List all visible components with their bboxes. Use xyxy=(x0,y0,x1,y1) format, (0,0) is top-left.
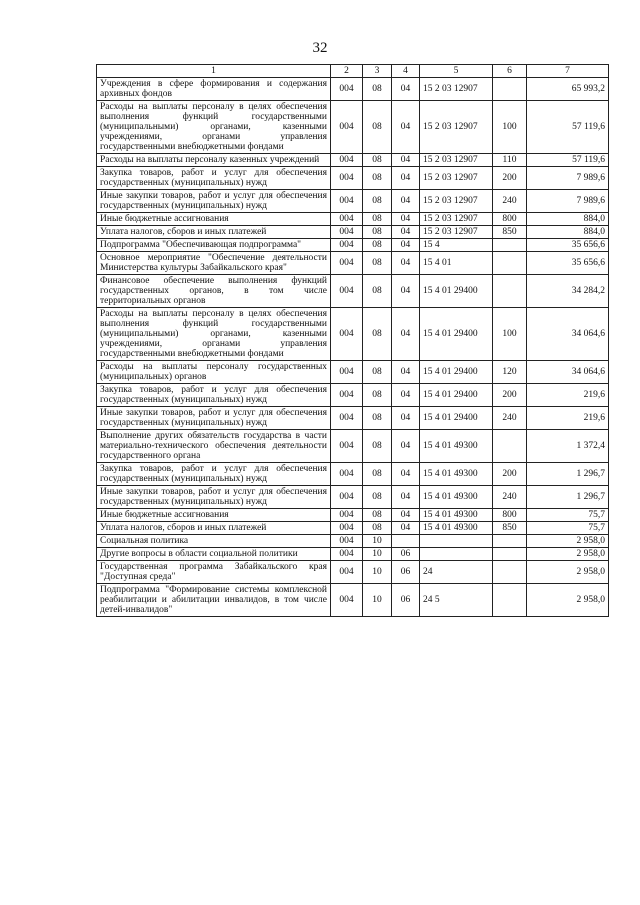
row-col4: 04 xyxy=(392,154,420,167)
row-expense-type xyxy=(493,275,527,308)
row-target-code: 15 4 01 29400 xyxy=(420,275,493,308)
row-expense-type: 200 xyxy=(493,167,527,190)
row-target-code xyxy=(420,548,493,561)
row-name: Подпрограмма "Обеспечивающая подпрограмма" xyxy=(97,239,331,252)
row-target-code: 15 4 01 xyxy=(420,252,493,275)
row-amount: 34 064,6 xyxy=(527,361,609,384)
row-expense-type: 800 xyxy=(493,213,527,226)
row-col4 xyxy=(392,535,420,548)
row-col3: 08 xyxy=(363,239,392,252)
row-col3: 08 xyxy=(363,463,392,486)
row-name: Расходы на выплаты персоналу казенных учреждений xyxy=(97,154,331,167)
row-expense-type: 200 xyxy=(493,463,527,486)
row-col4: 04 xyxy=(392,213,420,226)
table-row xyxy=(97,561,609,584)
row-target-code xyxy=(420,535,493,548)
row-col2: 004 xyxy=(331,190,363,213)
row-name: Другие вопросы в области социальной политики xyxy=(97,548,331,561)
row-col4: 04 xyxy=(392,486,420,509)
row-col4: 06 xyxy=(392,561,420,584)
row-col2: 004 xyxy=(331,430,363,463)
table-row xyxy=(97,584,609,617)
row-col3: 08 xyxy=(363,407,392,430)
row-col2: 004 xyxy=(331,275,363,308)
column-header: 6 xyxy=(493,65,527,78)
row-amount: 1 372,4 xyxy=(527,430,609,463)
row-name: Закупка товаров, работ и услуг для обеспечения государственных (муниципальных) нужд xyxy=(97,463,331,486)
row-col3: 08 xyxy=(363,509,392,522)
row-col2: 004 xyxy=(331,239,363,252)
row-col2: 004 xyxy=(331,308,363,361)
table-row xyxy=(97,509,609,522)
row-amount: 34 064,6 xyxy=(527,308,609,361)
row-target-code: 15 4 xyxy=(420,239,493,252)
row-col2: 004 xyxy=(331,167,363,190)
row-target-code: 15 2 03 12907 xyxy=(420,154,493,167)
row-col2: 004 xyxy=(331,226,363,239)
row-col4: 04 xyxy=(392,509,420,522)
row-col4: 04 xyxy=(392,275,420,308)
row-amount: 35 656,6 xyxy=(527,252,609,275)
row-expense-type: 240 xyxy=(493,486,527,509)
row-amount: 2 958,0 xyxy=(527,548,609,561)
row-expense-type: 100 xyxy=(493,308,527,361)
row-expense-type: 800 xyxy=(493,509,527,522)
row-col3: 08 xyxy=(363,522,392,535)
row-col2: 004 xyxy=(331,548,363,561)
column-header: 2 xyxy=(331,65,363,78)
table-row xyxy=(97,308,609,361)
row-amount: 1 296,7 xyxy=(527,463,609,486)
row-col4: 06 xyxy=(392,584,420,617)
row-amount: 35 656,6 xyxy=(527,239,609,252)
row-col2: 004 xyxy=(331,535,363,548)
row-col4: 04 xyxy=(392,239,420,252)
column-header: 1 xyxy=(97,65,331,78)
row-name: Расходы на выплаты персоналу в целях обеспечения выполнения функций государственными (муниципальными) органами, казенными учреждениями, органами управления государственными внебюджетными фондами xyxy=(97,101,331,154)
row-expense-type: 100 xyxy=(493,101,527,154)
page-number: 32 xyxy=(312,40,328,56)
table-row xyxy=(97,154,609,167)
row-target-code: 15 2 03 12907 xyxy=(420,190,493,213)
row-target-code: 15 4 01 49300 xyxy=(420,522,493,535)
row-col2: 004 xyxy=(331,78,363,101)
row-col4: 04 xyxy=(392,430,420,463)
row-col4: 04 xyxy=(392,190,420,213)
table-row xyxy=(97,167,609,190)
row-col3: 08 xyxy=(363,384,392,407)
row-col3: 08 xyxy=(363,190,392,213)
row-amount: 75,7 xyxy=(527,509,609,522)
table-row xyxy=(97,535,609,548)
row-name: Иные закупки товаров, работ и услуг для обеспечения государственных (муниципальных) нужд xyxy=(97,486,331,509)
row-target-code: 24 5 xyxy=(420,584,493,617)
row-col3: 08 xyxy=(363,275,392,308)
column-header: 3 xyxy=(363,65,392,78)
row-col4: 04 xyxy=(392,361,420,384)
table-row xyxy=(97,78,609,101)
row-col3: 08 xyxy=(363,430,392,463)
row-target-code: 15 4 01 49300 xyxy=(420,430,493,463)
row-name: Государственная программа Забайкальского края "Доступная среда" xyxy=(97,561,331,584)
row-amount: 2 958,0 xyxy=(527,584,609,617)
table-row xyxy=(97,239,609,252)
row-col2: 004 xyxy=(331,486,363,509)
row-amount: 219,6 xyxy=(527,407,609,430)
row-col3: 08 xyxy=(363,361,392,384)
row-name: Выполнение других обязательств государства в части материально-технического обеспечения деятельности государственного органа xyxy=(97,430,331,463)
row-expense-type: 240 xyxy=(493,407,527,430)
row-expense-type: 850 xyxy=(493,226,527,239)
row-amount: 884,0 xyxy=(527,226,609,239)
row-col4: 04 xyxy=(392,167,420,190)
row-col2: 004 xyxy=(331,522,363,535)
row-expense-type xyxy=(493,239,527,252)
row-amount: 1 296,7 xyxy=(527,486,609,509)
row-target-code: 15 4 01 29400 xyxy=(420,384,493,407)
row-target-code: 15 2 03 12907 xyxy=(420,167,493,190)
budget-table xyxy=(96,64,609,617)
row-amount: 219,6 xyxy=(527,384,609,407)
row-col3: 08 xyxy=(363,308,392,361)
row-name: Расходы на выплаты персоналу государственных (муниципальных) органов xyxy=(97,361,331,384)
row-expense-type: 850 xyxy=(493,522,527,535)
row-expense-type xyxy=(493,430,527,463)
row-amount: 2 958,0 xyxy=(527,561,609,584)
row-expense-type xyxy=(493,548,527,561)
row-col3: 08 xyxy=(363,252,392,275)
row-col4: 04 xyxy=(392,407,420,430)
row-col4: 04 xyxy=(392,252,420,275)
row-col4: 04 xyxy=(392,226,420,239)
table-row xyxy=(97,407,609,430)
table-row xyxy=(97,548,609,561)
row-target-code: 15 2 03 12907 xyxy=(420,101,493,154)
row-col4: 06 xyxy=(392,548,420,561)
row-name: Финансовое обеспечение выполнения функций государственных органов, в том числе территориальных органов xyxy=(97,275,331,308)
row-amount: 75,7 xyxy=(527,522,609,535)
row-col4: 04 xyxy=(392,78,420,101)
row-target-code: 15 4 01 29400 xyxy=(420,407,493,430)
row-name: Иные закупки товаров, работ и услуг для обеспечения государственных (муниципальных) нужд xyxy=(97,190,331,213)
row-col3: 08 xyxy=(363,213,392,226)
row-name: Иные закупки товаров, работ и услуг для обеспечения государственных (муниципальных) нужд xyxy=(97,407,331,430)
column-header: 5 xyxy=(420,65,493,78)
row-amount: 57 119,6 xyxy=(527,101,609,154)
row-col2: 004 xyxy=(331,252,363,275)
row-col2: 004 xyxy=(331,407,363,430)
row-target-code: 15 4 01 49300 xyxy=(420,463,493,486)
row-target-code: 24 xyxy=(420,561,493,584)
table-row xyxy=(97,522,609,535)
row-amount: 7 989,6 xyxy=(527,190,609,213)
row-col3: 08 xyxy=(363,486,392,509)
table-row xyxy=(97,226,609,239)
table-row xyxy=(97,430,609,463)
row-expense-type xyxy=(493,252,527,275)
row-col2: 004 xyxy=(331,584,363,617)
row-amount: 2 958,0 xyxy=(527,535,609,548)
row-col2: 004 xyxy=(331,213,363,226)
row-name: Уплата налогов, сборов и иных платежей xyxy=(97,522,331,535)
row-expense-type xyxy=(493,78,527,101)
row-name: Иные бюджетные ассигнования xyxy=(97,509,331,522)
row-col4: 04 xyxy=(392,384,420,407)
row-name: Уплата налогов, сборов и иных платежей xyxy=(97,226,331,239)
row-col2: 004 xyxy=(331,154,363,167)
row-amount: 34 284,2 xyxy=(527,275,609,308)
row-target-code: 15 4 01 49300 xyxy=(420,509,493,522)
row-col2: 004 xyxy=(331,361,363,384)
row-expense-type: 200 xyxy=(493,384,527,407)
column-header: 7 xyxy=(527,65,609,78)
row-expense-type: 110 xyxy=(493,154,527,167)
row-col4: 04 xyxy=(392,522,420,535)
row-target-code: 15 4 01 49300 xyxy=(420,486,493,509)
row-name: Учреждения в сфере формирования и содержания архивных фондов xyxy=(97,78,331,101)
row-col2: 004 xyxy=(331,463,363,486)
table-row xyxy=(97,275,609,308)
row-amount: 7 989,6 xyxy=(527,167,609,190)
row-name: Подпрограмма "Формирование системы комплексной реабилитации и абилитации инвалидов, в том числе детей-инвалидов" xyxy=(97,584,331,617)
column-header: 4 xyxy=(392,65,420,78)
row-target-code: 15 2 03 12907 xyxy=(420,213,493,226)
row-amount: 57 119,6 xyxy=(527,154,609,167)
table-row xyxy=(97,213,609,226)
row-col3: 08 xyxy=(363,154,392,167)
row-expense-type xyxy=(493,584,527,617)
row-amount: 884,0 xyxy=(527,213,609,226)
table-row xyxy=(97,463,609,486)
row-expense-type xyxy=(493,535,527,548)
table-row xyxy=(97,384,609,407)
row-name: Социальная политика xyxy=(97,535,331,548)
table-row xyxy=(97,252,609,275)
row-target-code: 15 4 01 29400 xyxy=(420,308,493,361)
row-amount: 65 993,2 xyxy=(527,78,609,101)
row-col3: 08 xyxy=(363,167,392,190)
table-row xyxy=(97,486,609,509)
row-name: Закупка товаров, работ и услуг для обеспечения государственных (муниципальных) нужд xyxy=(97,384,331,407)
table-body xyxy=(97,78,609,617)
row-col4: 04 xyxy=(392,463,420,486)
row-col3: 08 xyxy=(363,78,392,101)
header-row xyxy=(97,65,609,78)
row-target-code: 15 4 01 29400 xyxy=(420,361,493,384)
row-name: Иные бюджетные ассигнования xyxy=(97,213,331,226)
table-row xyxy=(97,190,609,213)
row-name: Основное мероприятие "Обеспечение деятельности Министерства культуры Забайкальского края" xyxy=(97,252,331,275)
row-name: Расходы на выплаты персоналу в целях обеспечения выполнения функций государственными (муниципальными) органами, казенными учреждениями, органами управления государственными внебюджетными фондами xyxy=(97,308,331,361)
row-target-code: 15 2 03 12907 xyxy=(420,226,493,239)
row-col3: 10 xyxy=(363,584,392,617)
row-col2: 004 xyxy=(331,101,363,154)
row-col4: 04 xyxy=(392,308,420,361)
row-col3: 08 xyxy=(363,226,392,239)
row-expense-type: 240 xyxy=(493,190,527,213)
row-col3: 08 xyxy=(363,101,392,154)
row-col2: 004 xyxy=(331,561,363,584)
row-col3: 10 xyxy=(363,548,392,561)
row-name: Закупка товаров, работ и услуг для обеспечения государственных (муниципальных) нужд xyxy=(97,167,331,190)
row-col3: 10 xyxy=(363,561,392,584)
row-expense-type: 120 xyxy=(493,361,527,384)
table-row xyxy=(97,101,609,154)
row-target-code: 15 2 03 12907 xyxy=(420,78,493,101)
row-col4: 04 xyxy=(392,101,420,154)
table-row xyxy=(97,361,609,384)
row-col3: 10 xyxy=(363,535,392,548)
row-col2: 004 xyxy=(331,384,363,407)
row-col2: 004 xyxy=(331,509,363,522)
row-expense-type xyxy=(493,561,527,584)
